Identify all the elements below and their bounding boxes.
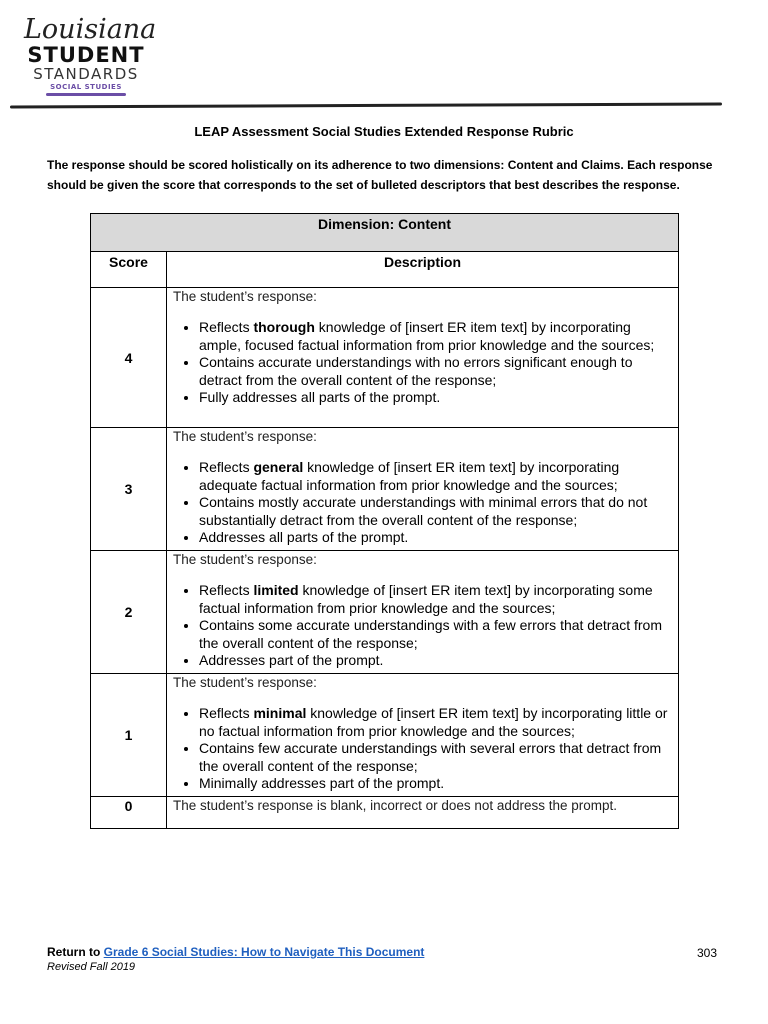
descriptor-item bbox=[199, 617, 672, 652]
descriptor-item bbox=[199, 529, 672, 547]
descriptor-bold: thorough bbox=[253, 319, 315, 335]
logo-swoosh bbox=[46, 93, 126, 96]
descriptor-post: knowledge of [insert ER item text] by incorporating some factual information from prior knowledge and the sources; bbox=[199, 582, 653, 616]
response-lead: The student’s response: bbox=[173, 289, 317, 304]
description-cell bbox=[167, 428, 679, 551]
description-cell bbox=[167, 288, 679, 428]
header-divider bbox=[10, 102, 722, 108]
intro-paragraph: The response should be scored holistically on its adherence to two dimensions: Content and Claims. Each response should be given the score that corresponds to the set of bulleted descriptors that best describes the response. bbox=[47, 158, 713, 192]
descriptor-item bbox=[199, 652, 672, 670]
score-cell: 3 bbox=[91, 428, 167, 551]
response-lead: The student’s response: bbox=[173, 675, 317, 690]
descriptor-pre: Reflects bbox=[199, 705, 254, 721]
navigate-document-link[interactable]: Grade 6 Social Studies: How to Navigate This Document bbox=[103, 945, 425, 959]
descriptor-item bbox=[199, 705, 672, 740]
footer-return-text: Return to bbox=[47, 945, 104, 959]
table-row bbox=[91, 797, 679, 829]
descriptor-post: knowledge of [insert ER item text] by incorporating adequate factual information from prior knowledge and the sources; bbox=[199, 459, 620, 493]
descriptor-item bbox=[199, 494, 672, 529]
table-row bbox=[91, 674, 679, 797]
footer bbox=[47, 945, 424, 973]
logo-line-louisiana: Louisiana bbox=[24, 14, 157, 45]
score-cell: 0 bbox=[91, 797, 167, 829]
page-number: 303 bbox=[697, 946, 718, 960]
descriptor-bold: minimal bbox=[253, 705, 307, 721]
response-lead: The student’s response: bbox=[173, 552, 317, 567]
descriptor-post: knowledge of [insert ER item text] by incorporating ample, focused factual information from prior knowledge and the sources; bbox=[199, 319, 655, 353]
descriptor-list bbox=[173, 705, 672, 793]
descriptor-pre: Contains few accurate understandings with several errors that detract from the overall content of the response; bbox=[199, 740, 662, 774]
descriptor-pre: Reflects bbox=[199, 582, 254, 598]
descriptor-list bbox=[173, 582, 672, 670]
page-title: LEAP Assessment Social Studies Extended Response Rubric bbox=[194, 124, 574, 139]
descriptor-bold: limited bbox=[253, 582, 299, 598]
descriptor-pre: Addresses all parts of the prompt. bbox=[199, 529, 409, 545]
rubric-rows bbox=[91, 288, 679, 829]
rubric-table bbox=[90, 213, 679, 829]
descriptor-item bbox=[199, 740, 672, 775]
logo-line-student: STUDENT bbox=[27, 43, 145, 67]
column-header-score: Score bbox=[91, 252, 167, 288]
descriptor-item bbox=[199, 389, 672, 407]
dimension-header: Dimension: Content bbox=[91, 214, 679, 252]
logo bbox=[24, 14, 157, 96]
descriptor-pre: Fully addresses all parts of the prompt. bbox=[199, 389, 441, 405]
table-row bbox=[91, 428, 679, 551]
score-cell: 4 bbox=[91, 288, 167, 428]
logo-line-social-studies: SOCIAL STUDIES bbox=[50, 83, 122, 91]
description-cell bbox=[167, 674, 679, 797]
score-cell: 2 bbox=[91, 551, 167, 674]
descriptor-list bbox=[173, 459, 672, 547]
descriptor-item bbox=[199, 582, 672, 617]
descriptor-pre: Reflects bbox=[199, 319, 254, 335]
descriptor-item bbox=[199, 459, 672, 494]
response-lead: The student’s response is blank, incorrect or does not address the prompt. bbox=[173, 798, 617, 813]
descriptor-list bbox=[173, 319, 672, 407]
logo-line-standards: STANDARDS bbox=[33, 65, 139, 83]
table-row bbox=[91, 288, 679, 428]
descriptor-pre: Contains mostly accurate understandings with minimal errors that do not substantially detract from the overall content of the response; bbox=[199, 494, 648, 528]
descriptor-pre: Contains some accurate understandings with a few errors that detract from the overall content of the response; bbox=[199, 617, 662, 651]
column-header-description: Description bbox=[167, 252, 679, 288]
footer-revised: Revised Fall 2019 bbox=[47, 961, 136, 973]
response-lead: The student’s response: bbox=[173, 429, 317, 444]
descriptor-pre: Minimally addresses part of the prompt. bbox=[199, 775, 445, 791]
descriptor-item bbox=[199, 775, 672, 793]
descriptor-pre: Contains accurate understandings with no errors significant enough to detract from the overall content of the response; bbox=[199, 354, 633, 388]
table-row bbox=[91, 551, 679, 674]
descriptor-item bbox=[199, 354, 672, 389]
score-cell: 1 bbox=[91, 674, 167, 797]
description-cell bbox=[167, 551, 679, 674]
descriptor-pre: Addresses part of the prompt. bbox=[199, 652, 384, 668]
description-cell bbox=[167, 797, 679, 829]
descriptor-item bbox=[199, 319, 672, 354]
descriptor-post: knowledge of [insert ER item text] by incorporating little or no factual information from prior knowledge and the sources; bbox=[199, 705, 668, 739]
descriptor-bold: general bbox=[253, 459, 304, 475]
descriptor-pre: Reflects bbox=[199, 459, 254, 475]
